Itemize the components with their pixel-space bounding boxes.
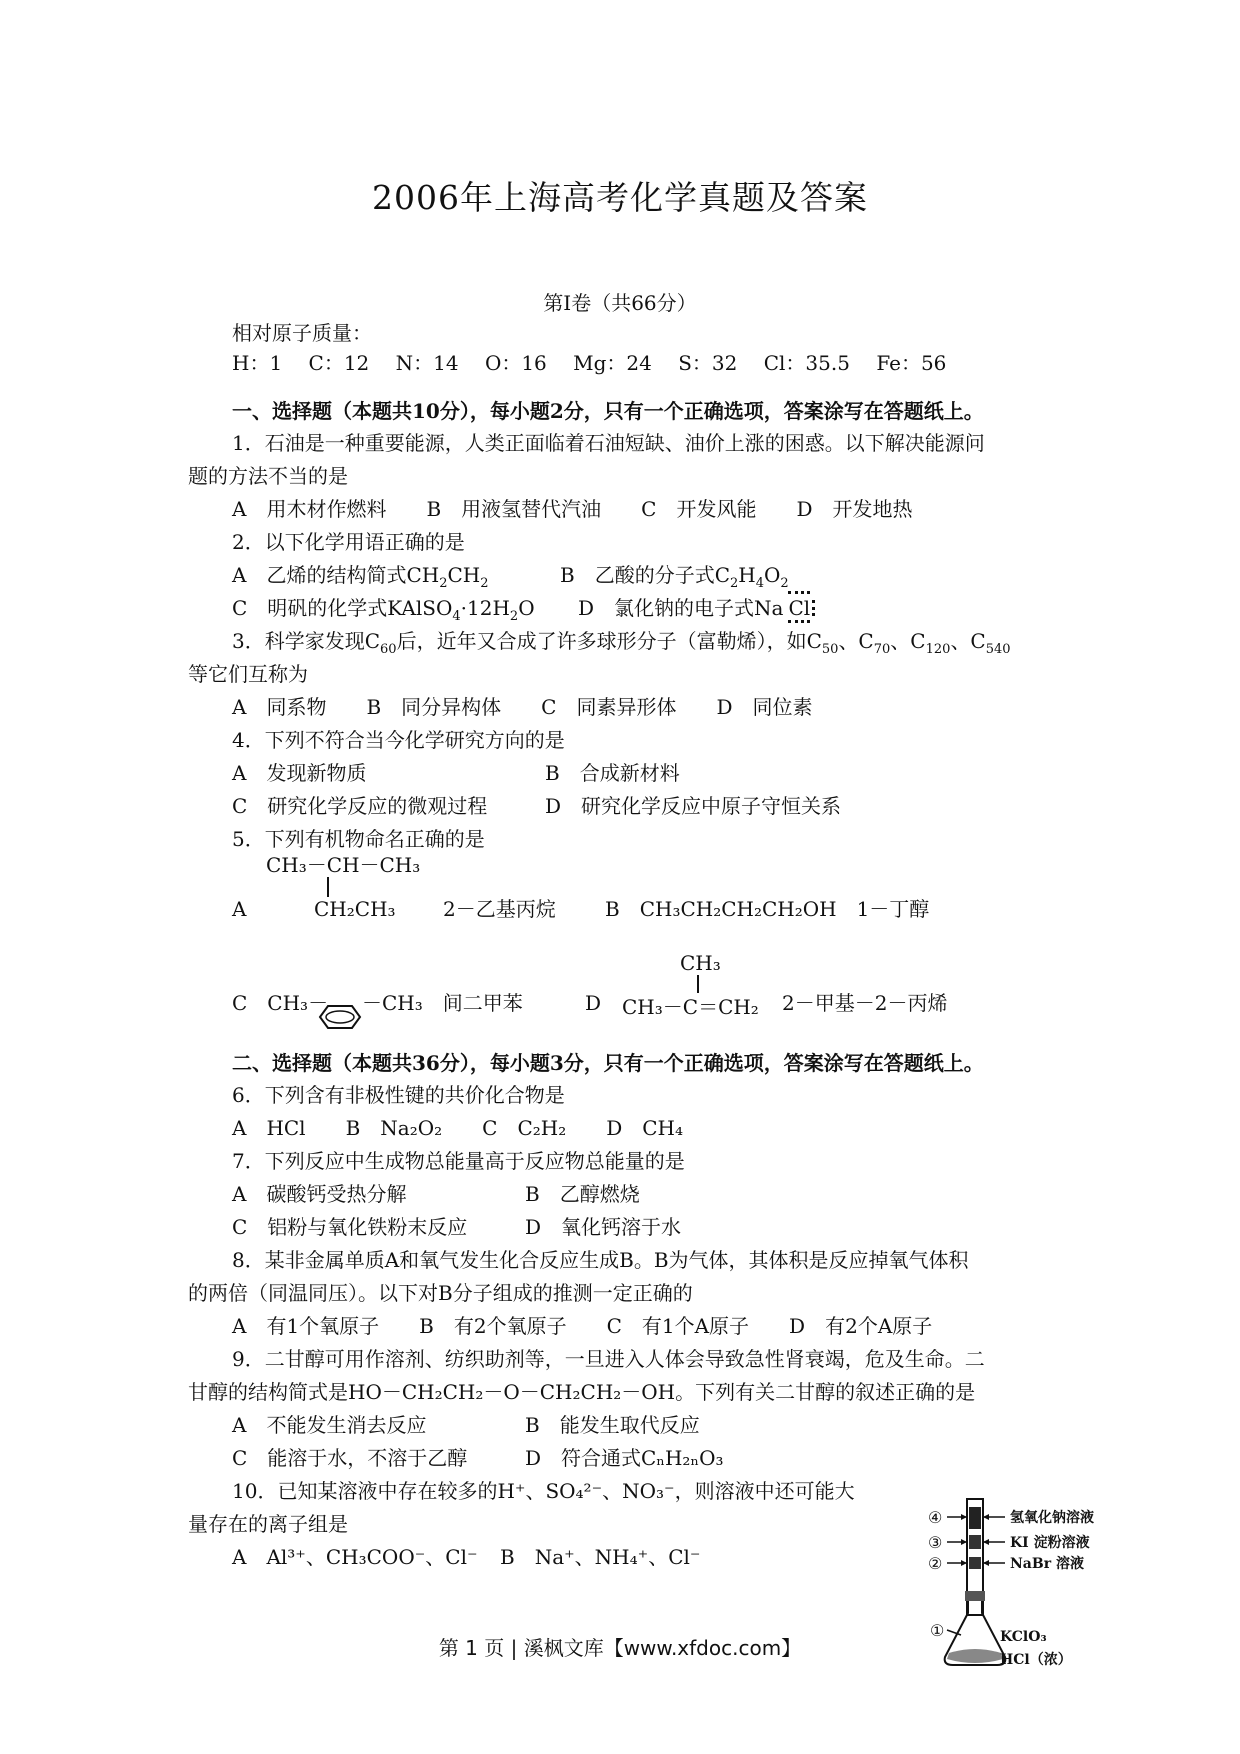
q5-d-formula-bottom: CH₃－C＝CH₂ (622, 995, 759, 1019)
q7-option-d: D 氧化钙溶于水 (525, 1215, 682, 1239)
q3-options: A 同系物 B 同分异构体 C 同素异形体 D 同位素 (232, 695, 813, 719)
page-footer: 第 1 页 | 溪枫文库【www.xfdoc.com】 (438, 1636, 802, 1660)
apparatus-text-4: 氢氧化钠溶液 (1010, 1510, 1094, 1526)
q5-d-bond (697, 975, 699, 993)
apparatus-label-1: ① (930, 1621, 945, 1640)
q1-stem-line2: 题的方法不当的是 (188, 464, 348, 488)
q5-stem: 5．下列有机物命名正确的是 (232, 827, 485, 851)
q6-stem: 6．下列含有非极性键的共价化合物是 (232, 1083, 565, 1107)
apparatus-label-3: ③ (928, 1533, 943, 1552)
atomic-mass-values: H：1 C：12 N：14 O：16 Mg：24 S：32 Cl：35.5 Fe：56 (232, 351, 947, 375)
q5-d-name: 2－甲基－2－丙烯 (782, 991, 948, 1015)
q7-option-c: C 铝粉与氧化铁粉末反应 (232, 1215, 468, 1239)
apparatus-text-2: NaBr 溶液 (1010, 1556, 1084, 1572)
q7-stem: 7．下列反应中生成物总能量高于反应物总能量的是 (232, 1149, 685, 1173)
q8-options: A 有1个氧原子 B 有2个氧原子 C 有1个A原子 D 有2个A原子 (232, 1314, 933, 1338)
q3-stem-line2: 等它们互称为 (188, 662, 308, 686)
q9-option-d: D 符合通式CₙH₂ₙO₃ (525, 1446, 724, 1470)
q6-options: A HCl B Na₂O₂ C C₂H₂ D CH₄ (232, 1116, 684, 1140)
q1-options: A 用木材作燃料 B 用液氢替代汽油 C 开发风能 D 开发地热 (232, 497, 913, 521)
q10-stem-line1: 10．已知某溶液中存在较多的H⁺、SO₄²⁻、NO₃⁻，则溶液中还可能大 (232, 1479, 855, 1503)
q5-a-name: 2－乙基丙烷 (443, 897, 556, 921)
benzene-ring-icon (312, 1002, 368, 1032)
q4-option-c: C 研究化学反应的微观过程 (232, 794, 488, 818)
apparatus-label-4: ④ (928, 1508, 943, 1527)
q7-option-b: B 乙醇燃烧 (525, 1182, 640, 1206)
q8-stem-line1: 8．某非金属单质A和氧气发生化合反应生成B。B为气体，其体积是反应掉氧气体积 (232, 1248, 969, 1272)
q9-option-b: B 能发生取代反应 (525, 1413, 700, 1437)
q4-option-b: B 合成新材料 (545, 761, 680, 785)
q4-stem: 4．下列不符合当今化学研究方向的是 (232, 728, 565, 752)
q5-d-formula-top: CH₃ (680, 951, 721, 975)
q7-option-a: A 碳酸钙受热分解 (232, 1182, 407, 1206)
q5-a-formula-bottom: CH₂CH₃ (314, 897, 396, 921)
q5-a-formula-top: CH₃－CH－CH₃ (266, 853, 421, 877)
q9-stem-line2: 甘醇的结构简式是HO－CH₂CH₂－O－CH₂CH₂－OH。下列有关二甘醇的叙述正确的是 (188, 1380, 976, 1404)
q4-option-a: A 发现新物质 (232, 761, 367, 785)
q10-option-b: B Na⁺、NH₄⁺、Cl⁻ (500, 1545, 701, 1569)
section-heading: 第I卷（共66分） (543, 291, 697, 315)
q8-stem-line2: 的两倍（同温同压）。以下对B分子组成的推测一定正确的 (188, 1281, 693, 1305)
q2-option-b: B 乙酸的分子式$C_2H_4O_2$ (560, 563, 789, 591)
q1-stem-line1: 1．石油是一种重要能源，人类正面临着石油短缺、油价上涨的困惑。以下解决能源问 (232, 431, 985, 455)
q9-option-a: A 不能发生消去反应 (232, 1413, 427, 1437)
q5-c-label: C CH₃－ (232, 991, 329, 1015)
q2-option-c: C 明矾的化学式$KAlSO_4\cdot 12H_2O$ (232, 596, 535, 624)
q10-stem-line2: 量存在的离子组是 (188, 1512, 348, 1536)
q10-option-a: A Al³⁺、CH₃COO⁻、Cl⁻ (232, 1545, 478, 1569)
q5-c-tail: －CH₃ 间二甲苯 (362, 991, 523, 1015)
q9-stem-line1: 9．二甘醇可用作溶剂、纺织助剂等，一旦进入人体会导致急性肾衰竭，危及生命。二 (232, 1347, 985, 1371)
q2-option-d: D 氯化钠的电子式Na Cl (578, 595, 813, 621)
part1-heading: 一、选择题（本题共10分），每小题2分，只有一个正确选项，答案涂写在答题纸上。 (232, 399, 984, 423)
document-title: 2006年上海高考化学真题及答案 (372, 178, 868, 217)
q5-a-label: A (232, 897, 247, 921)
q2-option-a: A 乙烯的结构简式$CH_2CH_2$ (232, 563, 489, 591)
apparatus-text-3: KI 淀粉溶液 (1010, 1535, 1090, 1551)
electron-dot-cl: Cl (785, 595, 813, 621)
atomic-mass-label: 相对原子质量： (232, 321, 372, 345)
apparatus-text-hcl: HCl（浓） (1000, 1652, 1072, 1668)
q3-stem-line1: 3．科学家发现$C_{60}$后，近年又合成了许多球形分子（富勒烯），如$C_{50}$、$C_{70}$、$C_{120}$、$C_{540}$ (232, 629, 1011, 657)
q9-option-c: C 能溶于水，不溶于乙醇 (232, 1446, 468, 1470)
q5-option-b: B CH₃CH₂CH₂CH₂OH 1－丁醇 (605, 897, 930, 921)
q4-option-d: D 研究化学反应中原子守恒关系 (545, 794, 842, 818)
q5-d-label: D (585, 991, 602, 1015)
q2-stem: 2．以下化学用语正确的是 (232, 530, 465, 554)
apparatus-label-2: ② (928, 1554, 943, 1573)
q5-a-bond (327, 877, 329, 897)
apparatus-text-kclo3: KClO₃ (1000, 1629, 1047, 1645)
part2-heading: 二、选择题（本题共36分），每小题3分，只有一个正确选项，答案涂写在答题纸上。 (232, 1051, 984, 1075)
